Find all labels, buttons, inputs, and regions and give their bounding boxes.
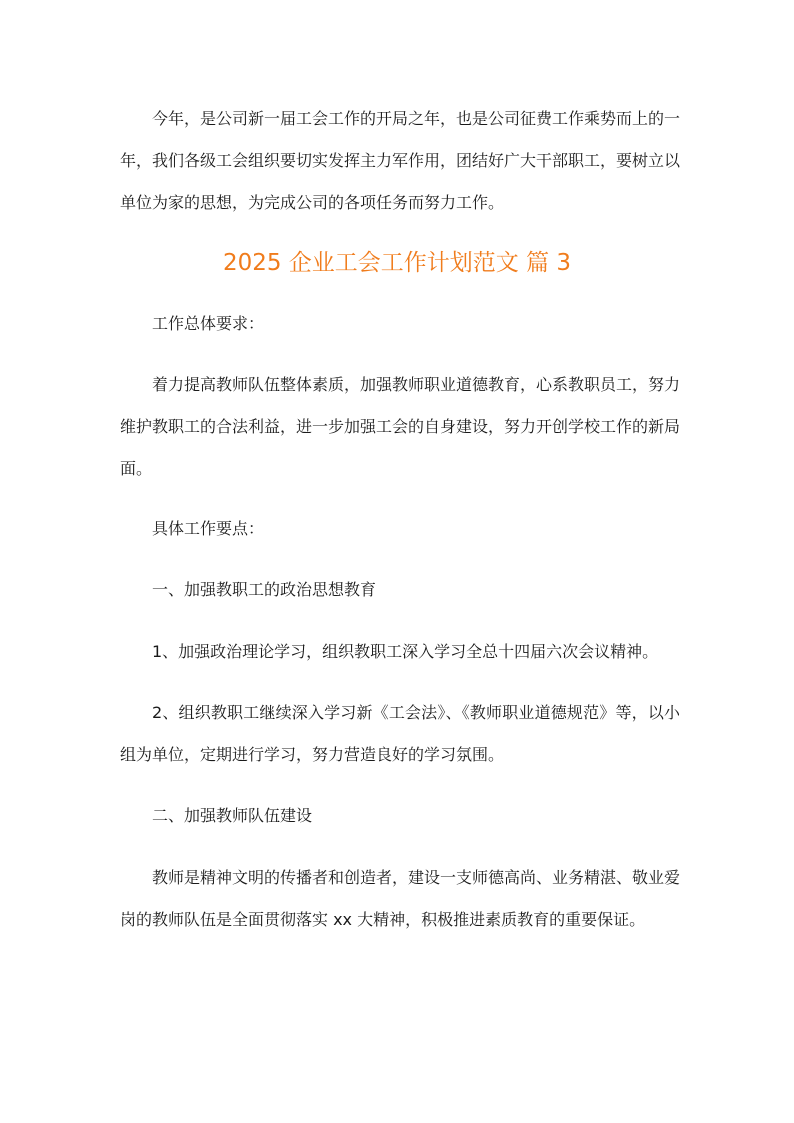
paragraph-overall-requirements: 着力提高教师队伍整体素质，加强教师职业道德教育，心系教职员工，努力维护教职工的合法利益，进一步加强工会的自身建设，努力开创学校工作的新局面。 [120,375,681,478]
paragraph-teacher-team: 教师是精神文明的传播者和创造者，建设一支师德高尚、业务精湛、敬业爱岗的教师队伍是全面贯彻落实 xx 大精神，积极推进素质教育的重要保证。 [120,868,681,929]
paragraph-overall-requirements-label: 工作总体要求： [152,314,265,333]
paragraph-section-two-heading: 二、加强教师队伍建设 [152,806,313,825]
paragraph-item-1: 1、加强政治理论学习，组织教职工深入学习全总十四届六次会议精神。 [152,642,659,661]
intro-paragraph: 今年，是公司新一届工会工作的开局之年，也是公司征费工作乘势而上的一年，我们各级工会组织要切实发挥主力军作用，团结好广大干部职工，要树立以单位为家的思想，为完成公司的各项任务而努力工作。 [120,109,681,212]
paragraph-section-one-heading: 一、加强教职工的政治思想教育 [152,580,377,599]
paragraph-work-points-label: 具体工作要点： [152,519,265,538]
paragraph-item-2: 2、组织教职工继续深入学习新《工会法》、《教师职业道德规范》等，以小组为单位，定期进行学习，努力营造良好的学习氛围。 [120,703,680,764]
section-title: 2025 企业工会工作计划范文 篇 3 [222,250,572,276]
